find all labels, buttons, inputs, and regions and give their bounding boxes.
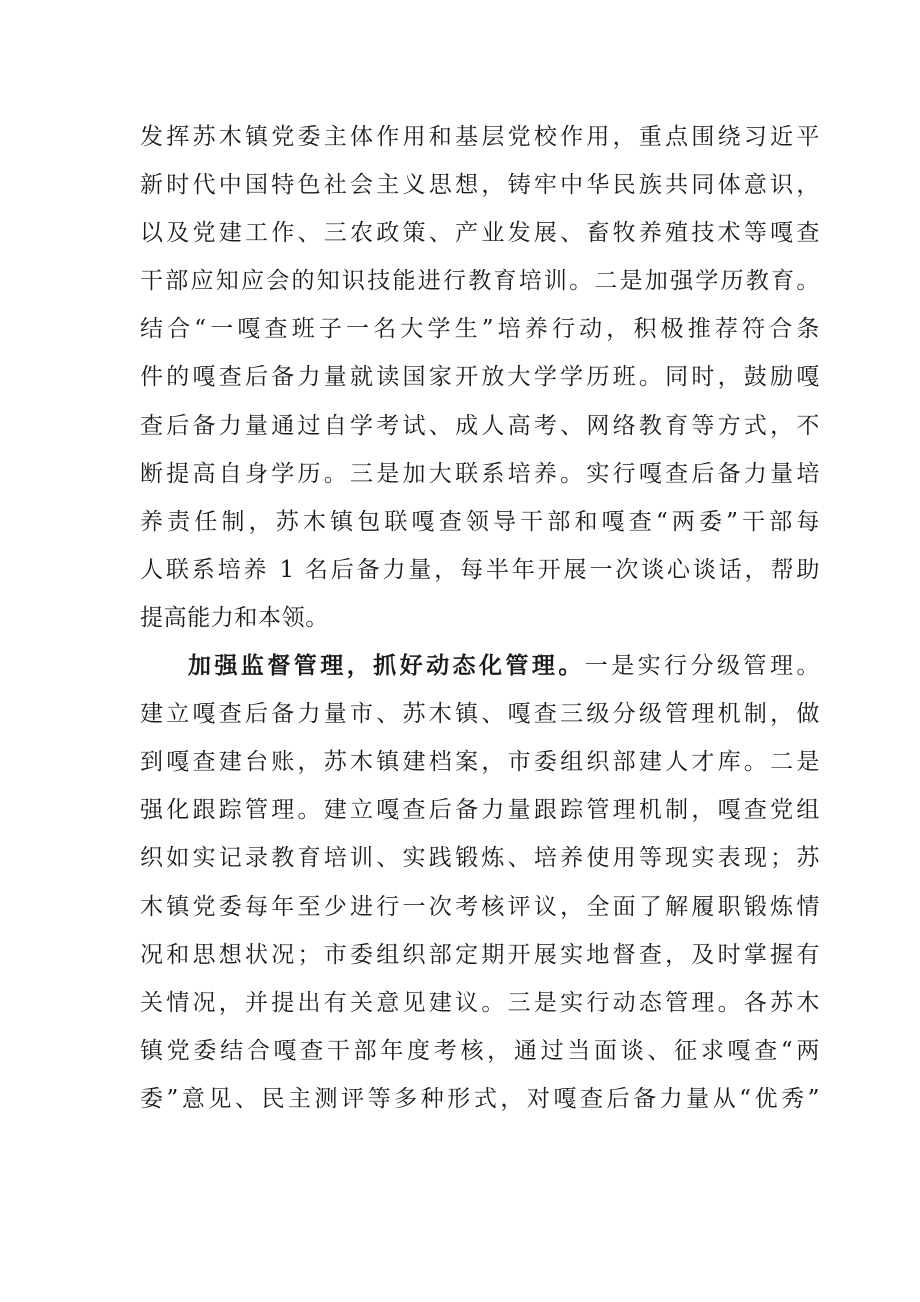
text-line: 新时代中国特色社会主义思想，铸牢中华民族共同体意识，: [140, 172, 820, 199]
text-line: 以及党建工作、三农政策、产业发展、畜牧养殖技术等嘎查: [140, 220, 820, 247]
text-line: 发挥苏木镇党委主体作用和基层党校作用，重点围绕习近平: [140, 124, 820, 150]
text-line: 木镇党委每年至少进行一次考核评议，全面了解履职锻炼情: [140, 893, 820, 920]
text-line: 织如实记录教育培训、实践锻炼、培养使用等现实表现；苏: [140, 845, 820, 872]
text-line: 件的嘎查后备力量就读国家开放大学学历班。同时，鼓励嘎: [140, 364, 820, 391]
text-line: 建立嘎查后备力量市、苏木镇、嘎查三级分级管理机制，做: [140, 701, 820, 728]
text-line: 结合“一嘎查班子一名大学生”培养行动，积极推荐符合条: [140, 316, 820, 343]
text-line: 委”意见、民主测评等多种形式，对嘎查后备力量从“优秀”: [140, 1085, 820, 1112]
text-line: 养责任制，苏木镇包联嘎查领导干部和嘎查“两委”干部每: [140, 508, 820, 535]
text-line: 强化跟踪管理。建立嘎查后备力量跟踪管理机制，嘎查党组: [140, 797, 820, 824]
text-line: 查后备力量通过自学考试、成人高考、网络教育等方式，不: [140, 412, 820, 439]
text-line: 干部应知应会的知识技能进行教育培训。二是加强学历教育。: [140, 268, 820, 295]
section-heading: 加强监督管理，抓好动态化管理。: [188, 653, 585, 680]
body-text: [140, 113, 820, 1123]
text-line: 镇党委结合嘎查干部年度考核，通过当面谈、征求嘎查“两: [140, 1037, 820, 1064]
paragraph-heading-line: [140, 642, 820, 690]
text-line: 到嘎查建台账，苏木镇建档案，市委组织部建人才库。二是: [140, 749, 820, 776]
text-line: 况和思想状况；市委组织部定期开展实地督查，及时掌握有: [140, 941, 820, 968]
text-line: 关情况，并提出有关意见建议。三是实行动态管理。各苏木: [140, 989, 820, 1016]
text-line: 提高能力和本领。: [140, 604, 329, 631]
heading-line-rest: 一是实行分级管理。: [584, 653, 820, 680]
text-line: 人联系培养 1 名后备力量，每半年开展一次谈心谈话，帮助: [140, 556, 820, 583]
text-line: 断提高自身学历。三是加大联系培养。实行嘎查后备力量培: [140, 460, 820, 487]
